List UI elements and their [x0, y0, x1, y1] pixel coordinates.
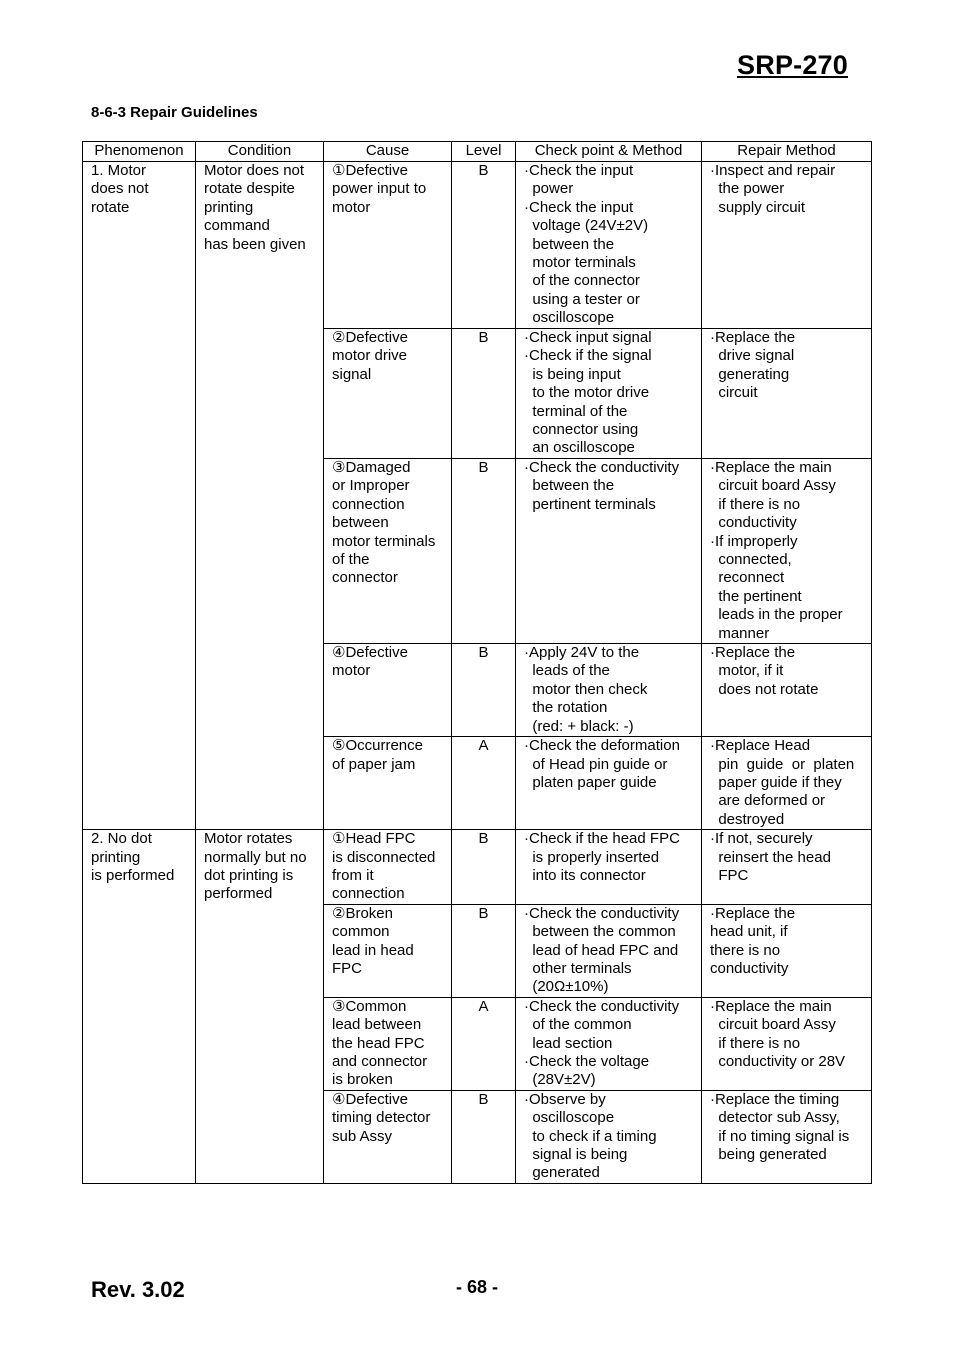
level-cell: B [452, 162, 516, 329]
check-method-cell: ·Observe by oscilloscope to check if a timing signal is being generated [516, 1090, 702, 1183]
cause-cell: ③Common lead between the head FPC and connector is broken [324, 997, 452, 1090]
page-number: - 68 - [455, 1277, 498, 1297]
column-header-repair-method: Repair Method [702, 142, 872, 162]
level-cell: B [452, 644, 516, 737]
cause-cell: ④Defective timing detector sub Assy [324, 1090, 452, 1183]
column-header-condition: Condition [196, 142, 324, 162]
section-title: 8-6-3 Repair Guidelines [91, 104, 258, 121]
repair-method-cell: ·Replace the drive signal generating circuit [702, 329, 872, 459]
repair-method-cell: ·Replace the main circuit board Assy if there is no conductivity or 28V [702, 997, 872, 1090]
check-method-cell: ·Check the conductivity between the common lead of head FPC and other terminals (20Ω±10%) [516, 904, 702, 997]
revision-label: Rev. 3.02 [91, 1277, 185, 1302]
level-cell: B [452, 329, 516, 459]
repair-method-cell: ·Replace Head pin guide or platen paper guide if they are deformed or destroyed [702, 737, 872, 830]
table-row [83, 830, 872, 905]
check-method-cell: ·Check the conductivity between the pertinent terminals [516, 459, 702, 644]
repair-method-cell: ·Replace the motor, if it does not rotate [702, 644, 872, 737]
phenomenon-cell: 2. No dot printing is performed [83, 830, 196, 1184]
check-method-cell: ·Check the deformation of Head pin guide or platen paper guide [516, 737, 702, 830]
level-cell: A [452, 737, 516, 830]
cause-cell: ②Broken common lead in head FPC [324, 904, 452, 997]
cause-cell: ①Defective power input to motor [324, 162, 452, 329]
table-header-row [83, 142, 872, 162]
repair-method-cell: ·If not, securely reinsert the head FPC [702, 830, 872, 905]
level-cell: B [452, 459, 516, 644]
cause-cell: ⑤Occurrence of paper jam [324, 737, 452, 830]
level-cell: B [452, 904, 516, 997]
repair-guidelines-table [82, 141, 872, 1184]
column-header-phenomenon: Phenomenon [83, 142, 196, 162]
check-method-cell: ·Apply 24V to the leads of the motor then check the rotation (red: + black: -) [516, 644, 702, 737]
repair-method-cell: ·Replace the head unit, if there is no conductivity [702, 904, 872, 997]
document-title: SRP-270 [737, 50, 848, 80]
level-cell: B [452, 830, 516, 905]
check-method-cell: ·Check the input power ·Check the input voltage (24V±2V) between the motor terminals of the connector using a tester or oscilloscope [516, 162, 702, 329]
table-row [83, 162, 872, 329]
condition-cell: Motor rotates normally but no dot printing is performed [196, 830, 324, 1184]
cause-cell: ②Defective motor drive signal [324, 329, 452, 459]
cause-cell: ④Defective motor [324, 644, 452, 737]
cause-cell: ③Damaged or Improper connection between motor terminals of the connector [324, 459, 452, 644]
column-header-level: Level [452, 142, 516, 162]
level-cell: B [452, 1090, 516, 1183]
cause-cell: ①Head FPC is disconnected from it connection [324, 830, 452, 905]
check-method-cell: ·Check the conductivity of the common lead section ·Check the voltage (28V±2V) [516, 997, 702, 1090]
condition-cell: Motor does not rotate despite printing command has been given [196, 162, 324, 830]
column-header-check-method: Check point & Method [516, 142, 702, 162]
check-method-cell: ·Check if the head FPC is properly inserted into its connector [516, 830, 702, 905]
repair-method-cell: ·Inspect and repair the power supply circuit [702, 162, 872, 329]
repair-method-cell: ·Replace the timing detector sub Assy, if no timing signal is being generated [702, 1090, 872, 1183]
column-header-cause: Cause [324, 142, 452, 162]
level-cell: A [452, 997, 516, 1090]
phenomenon-cell: 1. Motor does not rotate [83, 162, 196, 830]
repair-method-cell: ·Replace the main circuit board Assy if there is no conductivity ·If improperly connected, reconnect the pertinent leads in the proper manner [702, 459, 872, 644]
check-method-cell: ·Check input signal ·Check if the signal is being input to the motor drive terminal of the connector using an oscilloscope [516, 329, 702, 459]
